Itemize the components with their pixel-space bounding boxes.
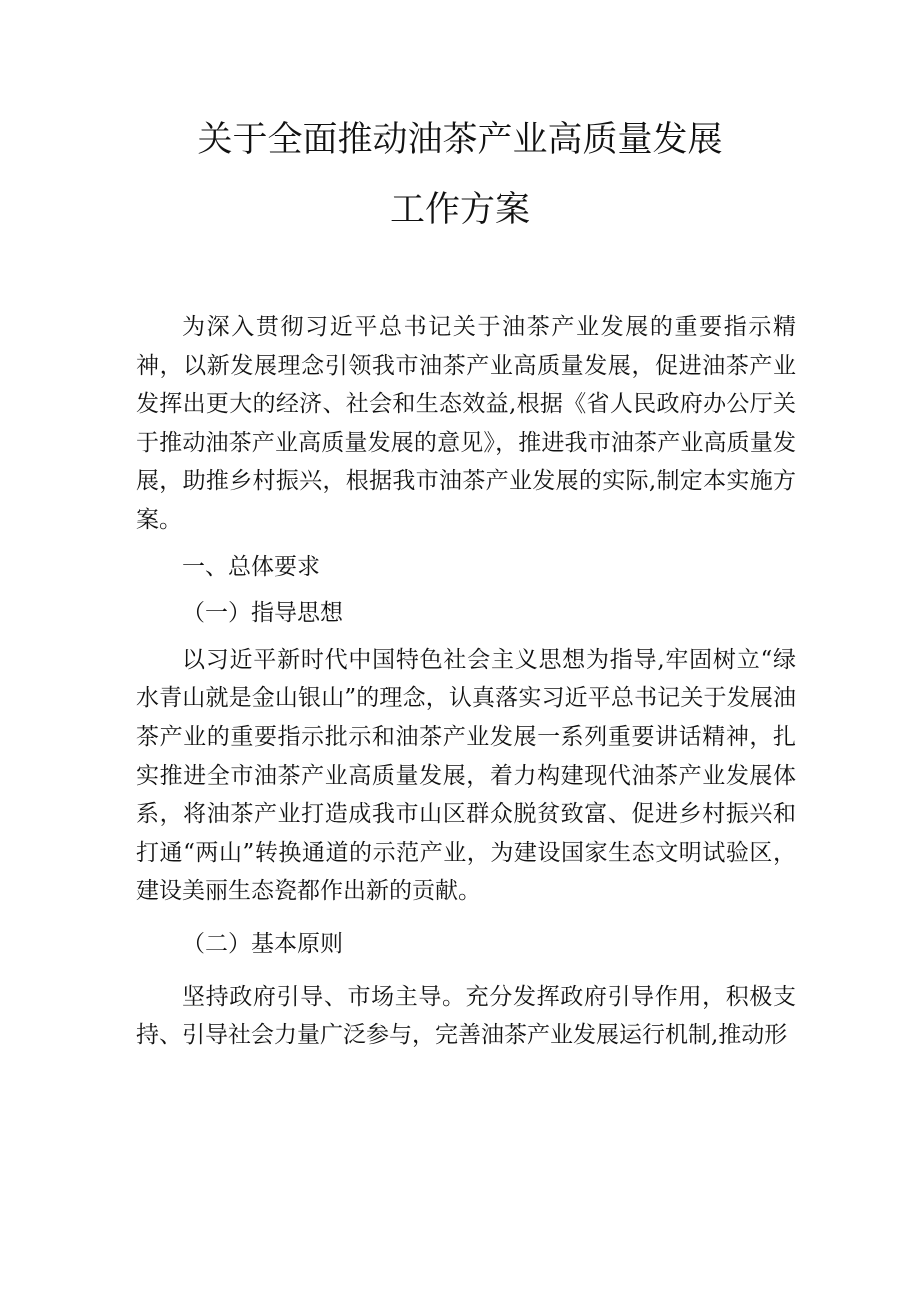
- document-title-line-2: 工作方案: [389, 190, 530, 230]
- subsection-heading-basic-principles: （二）基本原则: [182, 930, 343, 957]
- document-title-line-1: 关于全面推动油茶产业高质量发展: [197, 120, 723, 160]
- guiding-ideology-paragraph: 以习近平新时代中国特色社会主义思想为指导,牢固树立“绿水青山就是金山银山”的理念，认真落实习近平总书记关于发展油茶产业的重要指示批示和油茶产业发展一系列重要讲话精神，扎实推进全市油茶产业高质量发展，着力构建现代油茶产业发展体系，将油茶产业打造成我市山区群众脱贫致富、促进乡村振兴和打通“两山”转换通道的示范产业，为建设国家生态文明试验区，建设美丽生态瓷都作出新的贡献。: [136, 646, 796, 905]
- intro-paragraph: 为深入贯彻习近平总书记关于油茶产业发展的重要指示精神，以新发展理念引领我市油茶产业高质量发展，促进油茶产业发挥出更大的经济、社会和生态效益,根据《省人民政府办公厅关于推动油茶产业高质量发展的意见》，推进我市油茶产业高质量发展，助推乡村振兴，根据我市油茶产业发展的实际,制定本实施方案。: [136, 314, 796, 533]
- subsection-heading-guiding-ideology: （一）指导思想: [182, 600, 343, 627]
- basic-principles-paragraph: 坚持政府引导、市场主导。充分发挥政府引导作用，积极支持、引导社会力量广泛参与，完善油茶产业发展运行机制,推动形: [136, 983, 796, 1049]
- document-body: [136, 308, 796, 1055]
- section-heading-overall-requirements: 一、总体要求: [182, 553, 320, 580]
